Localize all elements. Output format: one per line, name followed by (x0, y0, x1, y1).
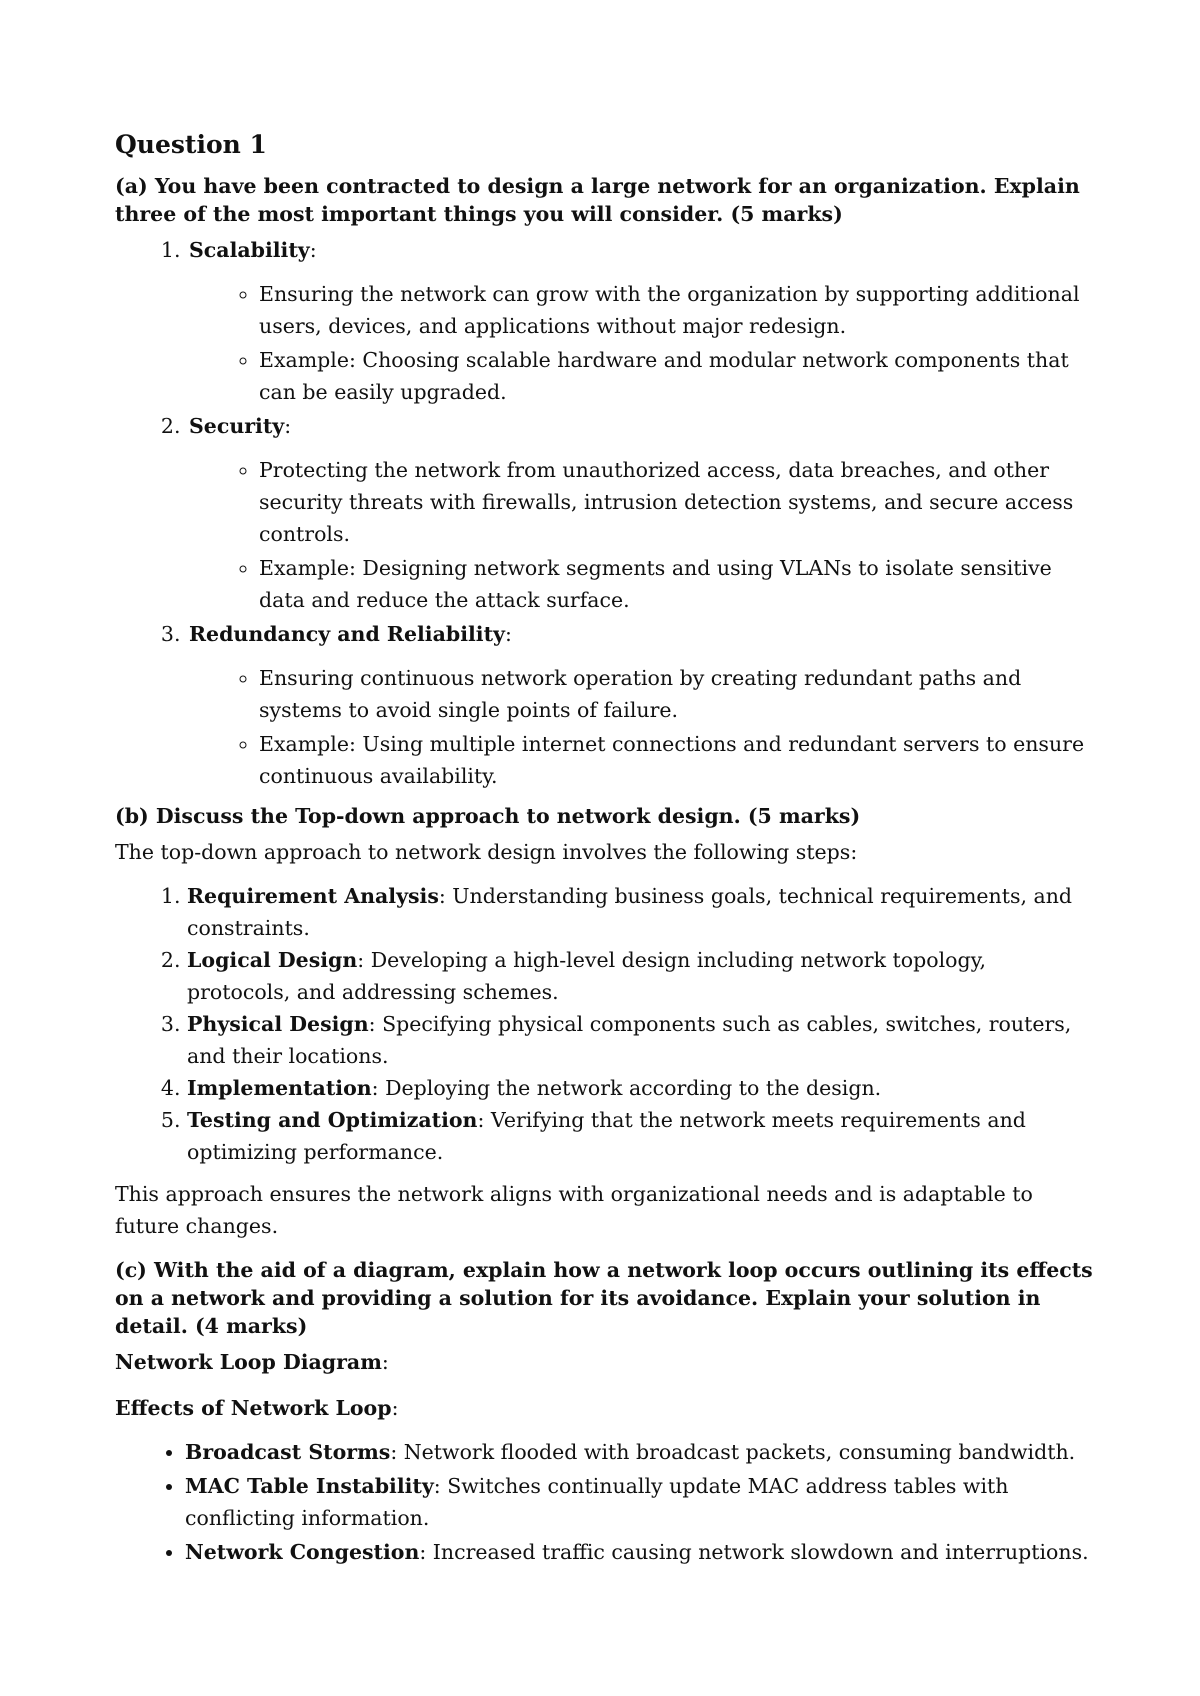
diagram-label: Network Loop Diagram (115, 1350, 382, 1374)
sub-list (189, 278, 1095, 408)
part-a-heading: (a) You have been contracted to design a large network for an organization. Explain three of the most important things you will consider. (5 marks) (115, 174, 1080, 226)
list-item (187, 1104, 1095, 1168)
item-suffix: : (504, 622, 512, 646)
item-suffix: : (309, 238, 317, 262)
effects-label: Effects of Network Loop (115, 1396, 392, 1420)
list-item: ◦ Example: Designing network segments and using VLANs to isolate sensitive data and reduce the attack surface. (259, 552, 1095, 616)
list-item (187, 618, 1095, 792)
list-item: ◦ Example: Choosing scalable hardware and modular network components that can be easily upgraded. (259, 344, 1095, 408)
list-item (187, 1008, 1095, 1072)
item-term: Scalability (189, 238, 310, 262)
list-item: ◦ Example: Using multiple internet connections and redundant servers to ensure continuous availability. (259, 728, 1095, 792)
effects-list (115, 1436, 1095, 1568)
part-a-list (115, 234, 1095, 792)
part-c-heading: (c) With the aid of a diagram, explain how a network loop occurs outlining its effects on a network and providing a solution for its avoidance. Explain your solution in detail. (4 marks) (115, 1258, 1093, 1338)
part-b-conclusion: This approach ensures the network aligns with organizational needs and is adaptable to future changes. (115, 1182, 1033, 1238)
diagram-suffix: : (381, 1350, 389, 1374)
step-text: : Specifying physical components such as cables, switches, routers, and their locations. (187, 1012, 1072, 1068)
step-text: : Understanding business goals, technical requirements, and constraints. (187, 884, 1073, 940)
step-term: Logical Design (187, 948, 358, 972)
list-item (185, 1436, 1095, 1468)
step-term: Testing and Optimization (187, 1108, 478, 1132)
diagram-label-line (115, 1346, 1095, 1378)
sub-list (189, 454, 1095, 616)
list-item (187, 880, 1095, 944)
list-item (187, 1072, 1095, 1104)
step-term: Implementation (187, 1076, 372, 1100)
effects-label-line (115, 1392, 1095, 1424)
list-item (187, 234, 1095, 408)
step-term: Physical Design (187, 1012, 369, 1036)
effect-text: : Increased traffic causing network slowdown and interruptions. (419, 1540, 1089, 1564)
part-b-heading: (b) Discuss the Top-down approach to network design. (5 marks) (115, 804, 861, 828)
document-content (115, 128, 1095, 1570)
list-item (185, 1536, 1095, 1568)
step-text: : Developing a high-level design including network topology, protocols, and addressing schemes. (187, 948, 986, 1004)
list-item: ◦ Ensuring continuous network operation by creating redundant paths and systems to avoid single points of failure. (259, 662, 1095, 726)
item-term: Redundancy and Reliability (189, 622, 505, 646)
list-item: ◦ Protecting the network from unauthorized access, data breaches, and other security threats with firewalls, intrusion detection systems, and secure access controls. (259, 454, 1095, 550)
step-term: Requirement Analysis (187, 884, 439, 908)
effect-term: Network Congestion (185, 1540, 420, 1564)
effect-term: Broadcast Storms (185, 1440, 391, 1464)
effect-term: MAC Table Instability (185, 1474, 434, 1498)
list-item: ◦ Ensuring the network can grow with the organization by supporting additional users, devices, and applications without major redesign. (259, 278, 1095, 342)
part-b-intro: The top-down approach to network design involves the following steps: (115, 840, 858, 864)
list-item (187, 410, 1095, 616)
list-item (187, 944, 1095, 1008)
step-text: : Deploying the network according to the design. (371, 1076, 882, 1100)
question-title: Question 1 (115, 130, 267, 159)
item-term: Security (189, 414, 285, 438)
effects-suffix: : (391, 1396, 399, 1420)
part-b-steps (115, 880, 1095, 1168)
item-suffix: : (284, 414, 292, 438)
sub-list (189, 662, 1095, 792)
list-item (185, 1470, 1095, 1534)
step-text: : Verifying that the network meets requirements and optimizing performance. (187, 1108, 1026, 1164)
effect-text: : Network flooded with broadcast packets, consuming bandwidth. (390, 1440, 1076, 1464)
effect-text: : Switches continually update MAC address tables with conflicting information. (185, 1474, 1009, 1530)
